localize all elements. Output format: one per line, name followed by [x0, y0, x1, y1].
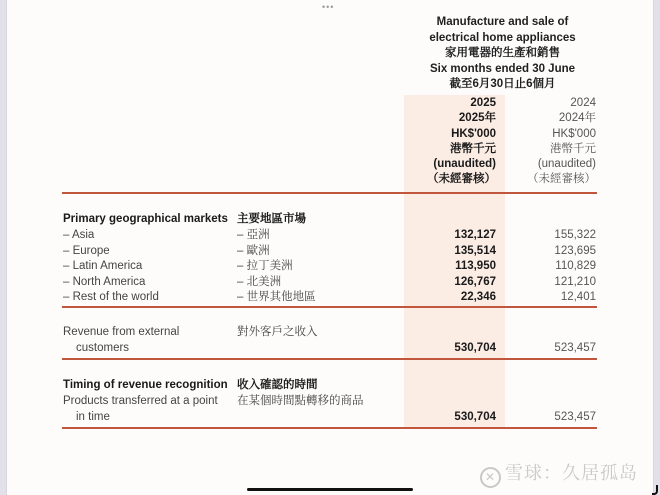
column-audit: (unaudited) — [537, 158, 596, 171]
value-2024: 121,210 — [554, 275, 596, 288]
timing-divider — [62, 427, 597, 429]
value-2024: 155,322 — [554, 229, 596, 241]
row-label: Revenue from external — [63, 326, 180, 338]
table-row-revenue-external — [0, 325, 660, 341]
period-label-zh: 截至6月30日止6個月 — [449, 78, 556, 90]
row-label-zh: – 亞洲 — [237, 229, 270, 241]
row-label-zh: 對外客戶之收入 — [237, 326, 318, 338]
snowball-logo-icon: ✕ — [480, 467, 501, 488]
column-year-zh: 2025年 — [458, 112, 496, 125]
section-title-zh: 收入確認的時間 — [237, 379, 318, 391]
table-row-rest-of-world — [0, 290, 660, 306]
row-label: – North America — [63, 275, 146, 288]
value-2025: 530,704 — [454, 410, 496, 423]
value-2024: 110,829 — [555, 260, 596, 272]
value-2025: 126,767 — [454, 275, 496, 288]
revenue-divider — [62, 358, 597, 360]
segment-header — [420, 15, 585, 93]
value-2025: 530,704 — [454, 342, 496, 354]
column-currency: HK$'000 — [451, 127, 496, 140]
table-row-europe — [0, 244, 660, 260]
geo-section-divider — [62, 306, 597, 308]
column-currency: HK$'000 — [552, 127, 596, 140]
segment-header-line2: electrical home appliances — [429, 31, 576, 44]
section-title: Primary geographical markets — [63, 213, 228, 225]
column-header-2024 — [496, 96, 596, 188]
column-header-2025 — [396, 96, 496, 188]
table-row-point-in-time-cont — [0, 410, 660, 426]
row-label-continued: in time — [76, 410, 110, 423]
column-currency-zh: 港幣千元 — [550, 142, 596, 155]
table-row-north-america — [0, 275, 660, 291]
section-title-zh: 主要地區市場 — [237, 213, 306, 225]
table-row-revenue-external-cont — [0, 341, 660, 357]
column-currency-zh: 港幣千元 — [450, 142, 496, 155]
column-year: 2024 — [570, 97, 596, 109]
column-audit-zh: （未經審核） — [527, 173, 596, 186]
row-label-zh: – 歐洲 — [237, 244, 270, 257]
table-row-asia — [0, 228, 660, 244]
segment-header-line1: Manufacture and sale of — [436, 16, 569, 28]
home-indicator[interactable] — [247, 488, 413, 491]
row-label-zh: 在某個時間點轉移的商品 — [237, 395, 364, 407]
section-title-timing — [0, 378, 660, 394]
value-2025: 113,950 — [455, 260, 496, 272]
value-2024: 123,695 — [554, 244, 596, 257]
column-year-zh: 2024年 — [558, 112, 596, 125]
watermark-text: 雪球：久居孤岛 — [505, 463, 638, 483]
row-label: – Asia — [63, 229, 95, 241]
row-label: – Europe — [63, 244, 110, 257]
row-label-continued: customers — [76, 342, 130, 354]
row-label: – Rest of the world — [63, 291, 159, 303]
section-title: Timing of revenue recognition — [63, 379, 228, 391]
table-row-point-in-time — [0, 394, 660, 410]
row-label-zh: – 拉丁美洲 — [237, 260, 293, 272]
row-label-zh: – 世界其他地區 — [237, 291, 316, 303]
header-divider — [62, 192, 597, 194]
table-row-latin-america — [0, 259, 660, 275]
row-label: Products transferred at a point — [63, 395, 218, 407]
value-2024: 523,457 — [554, 342, 596, 354]
column-audit-zh: （未經審核） — [427, 173, 496, 186]
column-year: 2025 — [470, 97, 496, 109]
value-2024: 523,457 — [554, 410, 596, 423]
value-2024: 12,401 — [560, 291, 596, 303]
corner-mark — [652, 485, 658, 495]
value-2025: 22,346 — [460, 291, 496, 303]
watermark — [480, 459, 638, 488]
value-2025: 132,127 — [454, 229, 496, 241]
section-title-geo — [0, 212, 660, 228]
period-label: Six months ended 30 June — [429, 62, 576, 75]
column-audit: (unaudited) — [433, 158, 496, 171]
more-dots-indicator[interactable]: ••• — [322, 2, 335, 12]
segment-header-line3-zh: 家用電器的生產和銷售 — [445, 47, 560, 59]
value-2025: 135,514 — [454, 244, 496, 257]
row-label: – Latin America — [63, 260, 143, 272]
row-label-zh: – 北美洲 — [237, 275, 282, 288]
